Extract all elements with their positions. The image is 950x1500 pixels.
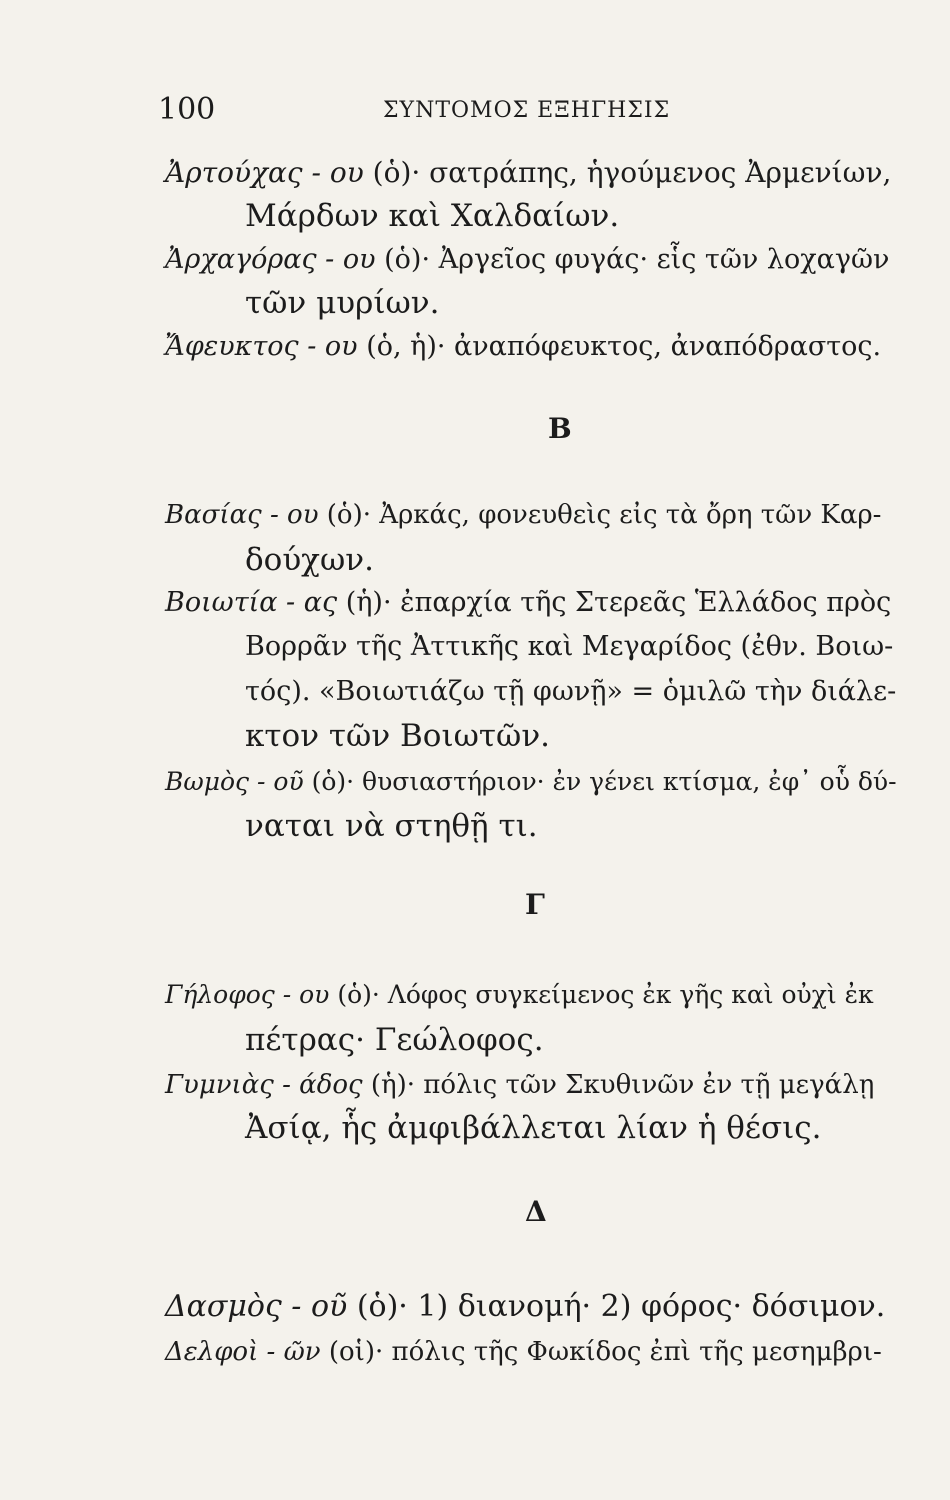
definition-continuation: τός). «Βοιωτιάζω τῇ φωνῇ» = ὁμιλῶ τὴν διάλε- [245,676,897,707]
definition-text: (ὁ)· Λόφος συγκείμενος ἐκ γῆς καὶ οὐχὶ ἐκ [337,980,874,1009]
section-letter-delta: Δ [525,1195,547,1228]
definition-continuation: πέτρας· Γεώλοφος. [245,1022,544,1058]
definition-continuation: δούχων. [245,542,374,578]
definition-continuation: Βορρᾶν τῆς Ἀττικῆς καὶ Μεγαρίδος (ἐθν. Βοιω- [245,631,894,662]
headword: Ἀρτούχας - ου [165,156,364,189]
section-letter-gamma: Γ [525,888,545,921]
entry-apheuktos [165,327,881,367]
headword: Γυμνιὰς - άδος [165,1070,363,1100]
definition-text: (ὁ)· Ἀρκάς, φονευθεὶς εἰς τὰ ὄρη τῶν Καρ- [326,500,882,530]
page-header [158,92,898,132]
section-letter-beta: Β [548,412,572,445]
definition-text: (ὁ)· 1) διανομή· 2) φόρος· δόσιμον. [356,1289,886,1324]
entry-boiotia [165,583,891,623]
entry-gymnias [165,1065,874,1105]
headword: Βοιωτία - ας [165,587,338,618]
definition-text: (ὁ)· Ἀργεῖος φυγάς· εἷς τῶν λοχαγῶν [384,244,890,275]
definition-text: (ἡ)· ἐπαρχία τῆς Στερεᾶς Ἑλλάδος πρὸς [345,587,892,618]
definition-text: (ὁ)· σατράπης, ἡγούμενος Ἀρμενίων, [372,156,892,189]
definition-continuation: ναται νὰ στηθῇ τι. [245,808,538,844]
entry-basias [165,495,881,535]
headword: Δελφοὶ - ῶν [165,1337,321,1367]
running-title: ΣΥΝΤΟΜΟΣ ΕΞΗΓΗΣΙΣ [383,98,671,123]
entry-delphoi [165,1332,882,1372]
page-number: 100 [158,92,216,127]
definition-continuation: Ἀσίᾳ, ἧς ἀμφιβάλλεται λίαν ἡ θέσις. [245,1110,822,1146]
definition-text: (ἡ)· πόλις τῶν Σκυθινῶν ἐν τῇ μεγάλῃ [370,1070,875,1100]
entry-dasmos [165,1287,885,1327]
headword: Δασμὸς - οῦ [165,1289,348,1324]
headword: Ἄφευκτος - ου [165,331,358,362]
entry-gelophos [165,975,874,1015]
definition-continuation: Μάρδων καὶ Χαλδαίων. [245,198,620,234]
definition-text: (οἱ)· πόλις τῆς Φωκίδος ἐπὶ τῆς μεσημβρι- [328,1337,882,1367]
headword: Βωμὸς - οῦ [165,767,304,796]
definition-continuation: κτον τῶν Βοιωτῶν. [245,718,551,754]
definition-text: (ὁ, ἡ)· ἀναπόφευκτος, ἀναπόδραστος. [366,331,882,362]
headword: Ἀρχαγόρας - ου [165,244,376,275]
headword: Γήλοφος - ου [165,980,330,1009]
entry-archagoras [165,240,889,280]
entry-bomos [165,762,897,802]
headword: Βασίας - ου [165,500,319,530]
definition-text: (ὁ)· θυσιαστήριον· ἐν γένει κτίσμα, ἐφ᾽ οὗ δύ- [311,767,897,796]
entry-artouchas [165,153,891,193]
definition-continuation: τῶν μυρίων. [245,285,440,321]
